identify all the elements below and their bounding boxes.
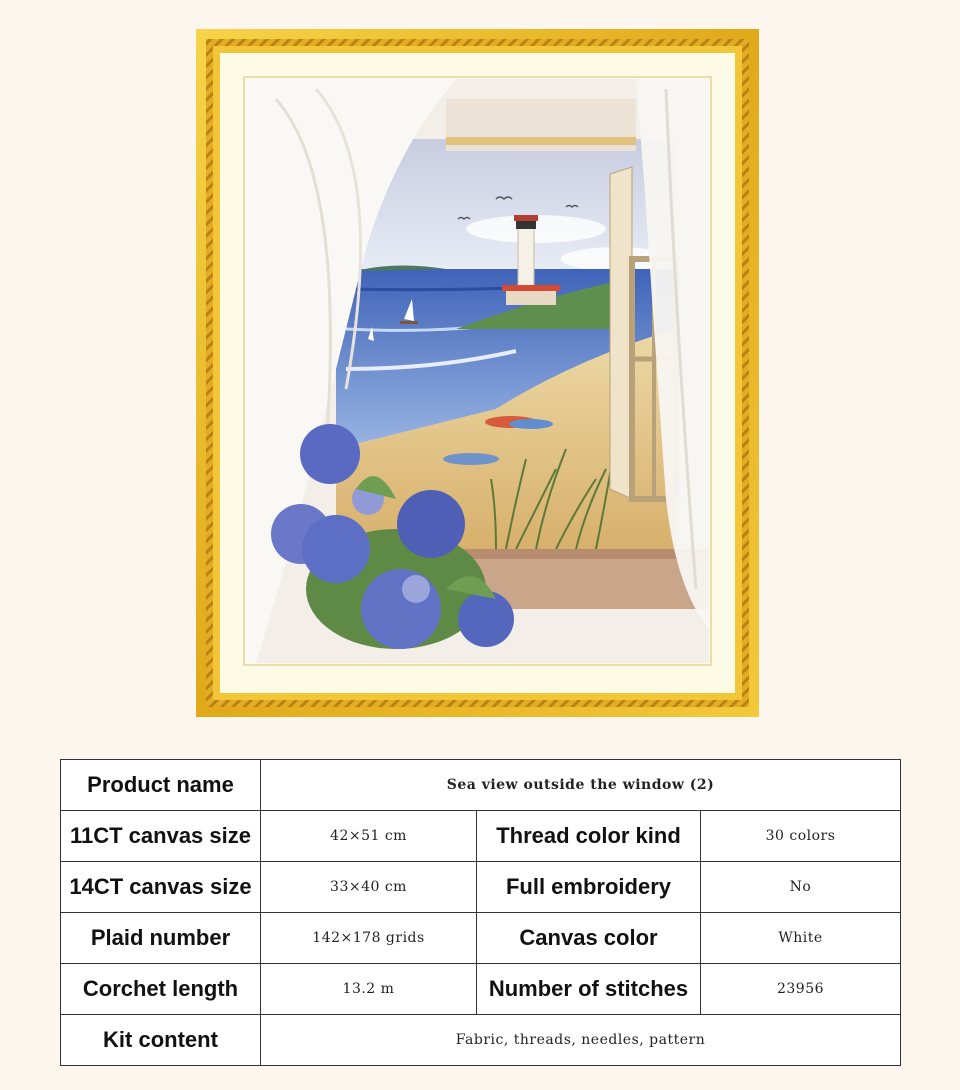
- thread-color-kind-value: 30 colors: [701, 811, 901, 862]
- canvas-14ct-value: 33×40 cm: [261, 862, 477, 913]
- number-of-stitches-value: 23956: [701, 964, 901, 1015]
- table-row: [61, 1015, 901, 1066]
- canvas-color-label: Canvas color: [477, 913, 701, 964]
- table-row: [61, 811, 901, 862]
- canvas-14ct-label: 14CT canvas size: [61, 862, 261, 913]
- canvas-11ct-value: 42×51 cm: [261, 811, 477, 862]
- table-row: [61, 862, 901, 913]
- product-name-value: Sea view outside the window (2): [261, 760, 901, 811]
- table-row: [61, 760, 901, 811]
- kit-content-label: Kit content: [61, 1015, 261, 1066]
- table-row: [61, 964, 901, 1015]
- full-embroidery-label: Full embroidery: [477, 862, 701, 913]
- canvas-11ct-label: 11CT canvas size: [61, 811, 261, 862]
- corchet-length-value: 13.2 m: [261, 964, 477, 1015]
- kit-content-value: Fabric, threads, needles, pattern: [261, 1015, 901, 1066]
- canvas-color-value: White: [701, 913, 901, 964]
- product-name-label: Product name: [61, 760, 261, 811]
- product-spec-table: [60, 759, 901, 1066]
- full-embroidery-value: No: [701, 862, 901, 913]
- artwork-image: [196, 29, 759, 717]
- plaid-number-label: Plaid number: [61, 913, 261, 964]
- corchet-length-label: Corchet length: [61, 964, 261, 1015]
- number-of-stitches-label: Number of stitches: [477, 964, 701, 1015]
- framed-artwork: [196, 29, 759, 717]
- thread-color-kind-label: Thread color kind: [477, 811, 701, 862]
- table-row: [61, 913, 901, 964]
- plaid-number-value: 142×178 grids: [261, 913, 477, 964]
